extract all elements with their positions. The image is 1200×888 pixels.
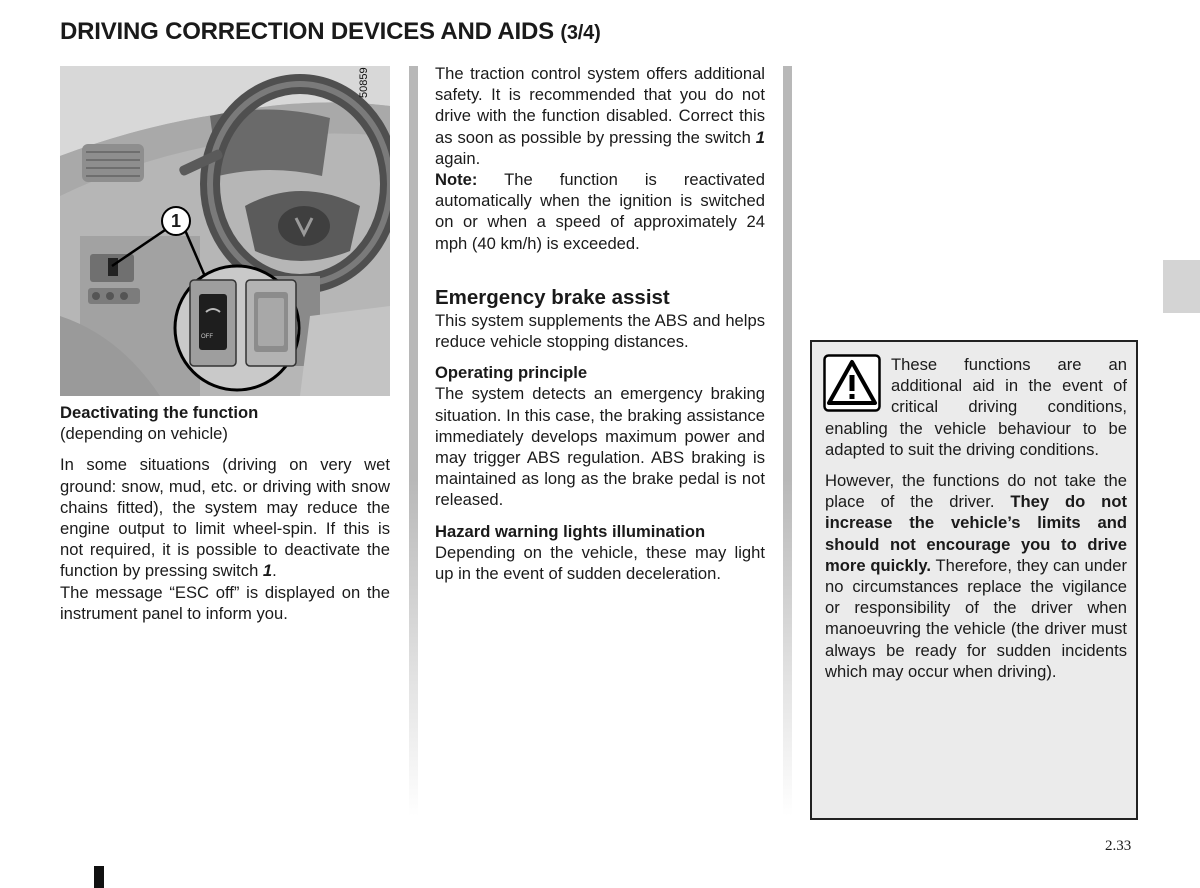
operating-principle-paragraph: The system detects an emergency braking situation. In this case, the braking assistance immediately develops maximum power and may trigger ABS regulation. ABS braking is maintained as long as the brake pedal is not released. xyxy=(435,384,765,510)
column-divider-right xyxy=(783,66,792,816)
deactivating-note: (depending on vehicle) xyxy=(60,424,228,444)
switch-off-label: OFF xyxy=(201,334,213,340)
note-label: Note: xyxy=(435,170,478,190)
column-divider-left xyxy=(409,66,418,816)
emergency-brake-paragraph: This system supplements the ABS and helps reduce vehicle stopping distances. xyxy=(435,310,765,352)
warning-paragraph-1: These functions are an additional aid in the event of critical driving conditions, enabling the vehicle behaviour to be adapted to suit the driving conditions. xyxy=(825,355,1127,459)
section-tab-marker xyxy=(1163,260,1200,313)
figure-callout-1: 1 xyxy=(170,211,181,231)
dashboard-figure xyxy=(60,66,390,396)
page-title-text: DRIVING CORRECTION DEVICES AND AIDS xyxy=(60,18,554,45)
deactivating-paragraph: In some situations (driving on very wet ground: snow, mud, etc. or driving with snow chains fitted), the system may reduce the engine output to limit wheel-spin. If this is not required, it is possible to deactivate the function by pressing switch 1. xyxy=(60,455,390,581)
warning-triangle-icon xyxy=(823,354,881,412)
page-number: 2.33 xyxy=(1105,838,1132,854)
hazard-lights-paragraph: Depending on the vehicle, these may light up in the event of sudden deceleration. xyxy=(435,542,765,584)
middle-column xyxy=(435,63,765,584)
page-part-indicator: (3/4) xyxy=(560,22,601,44)
warning-emphasis: They do not increase the vehicle’s limits and should not encourage you to drive more quickly. xyxy=(825,492,1127,575)
dashboard-illustration xyxy=(60,66,390,396)
switch-reference: 1 xyxy=(262,561,273,581)
operating-principle-subheading: Operating principle xyxy=(435,363,588,383)
traction-control-paragraph: The traction control system offers additional safety. It is recommended that you do not drive with the function disabled. Correct this as soon as possible by pressing the switch 1 again. xyxy=(435,64,765,168)
note-paragraph: Note: The function is reactivated automatically when the ignition is switched on or when a speed of approximately 24 mph (40 km/h) is exceeded. xyxy=(435,170,765,253)
hazard-lights-subheading: Hazard warning lights illumination xyxy=(435,521,706,541)
warning-box xyxy=(810,340,1138,820)
warning-text xyxy=(825,354,1127,682)
page-title xyxy=(60,18,601,46)
figure-reference-number: 50859 xyxy=(358,67,370,98)
left-column xyxy=(60,402,390,624)
emergency-brake-heading: Emergency brake assist xyxy=(435,285,670,309)
switch-reference: 1 xyxy=(755,127,765,147)
deactivating-subheading: Deactivating the function xyxy=(60,403,259,422)
crop-mark xyxy=(94,866,104,888)
esc-message-paragraph: The message “ESC off” is displayed on the instrument panel to inform you. xyxy=(60,582,390,623)
warning-paragraph-2: However, the functions do not take the place of the driver. They do not increase the vehicle’s limits and should not encourage you to drive more quickly. Therefore, they can under no circumstances replace the vigilance or responsibility of the driver when manoeuvring the vehicle (the driver must always be ready for sudden incidents which may occur when driving). xyxy=(825,471,1127,681)
